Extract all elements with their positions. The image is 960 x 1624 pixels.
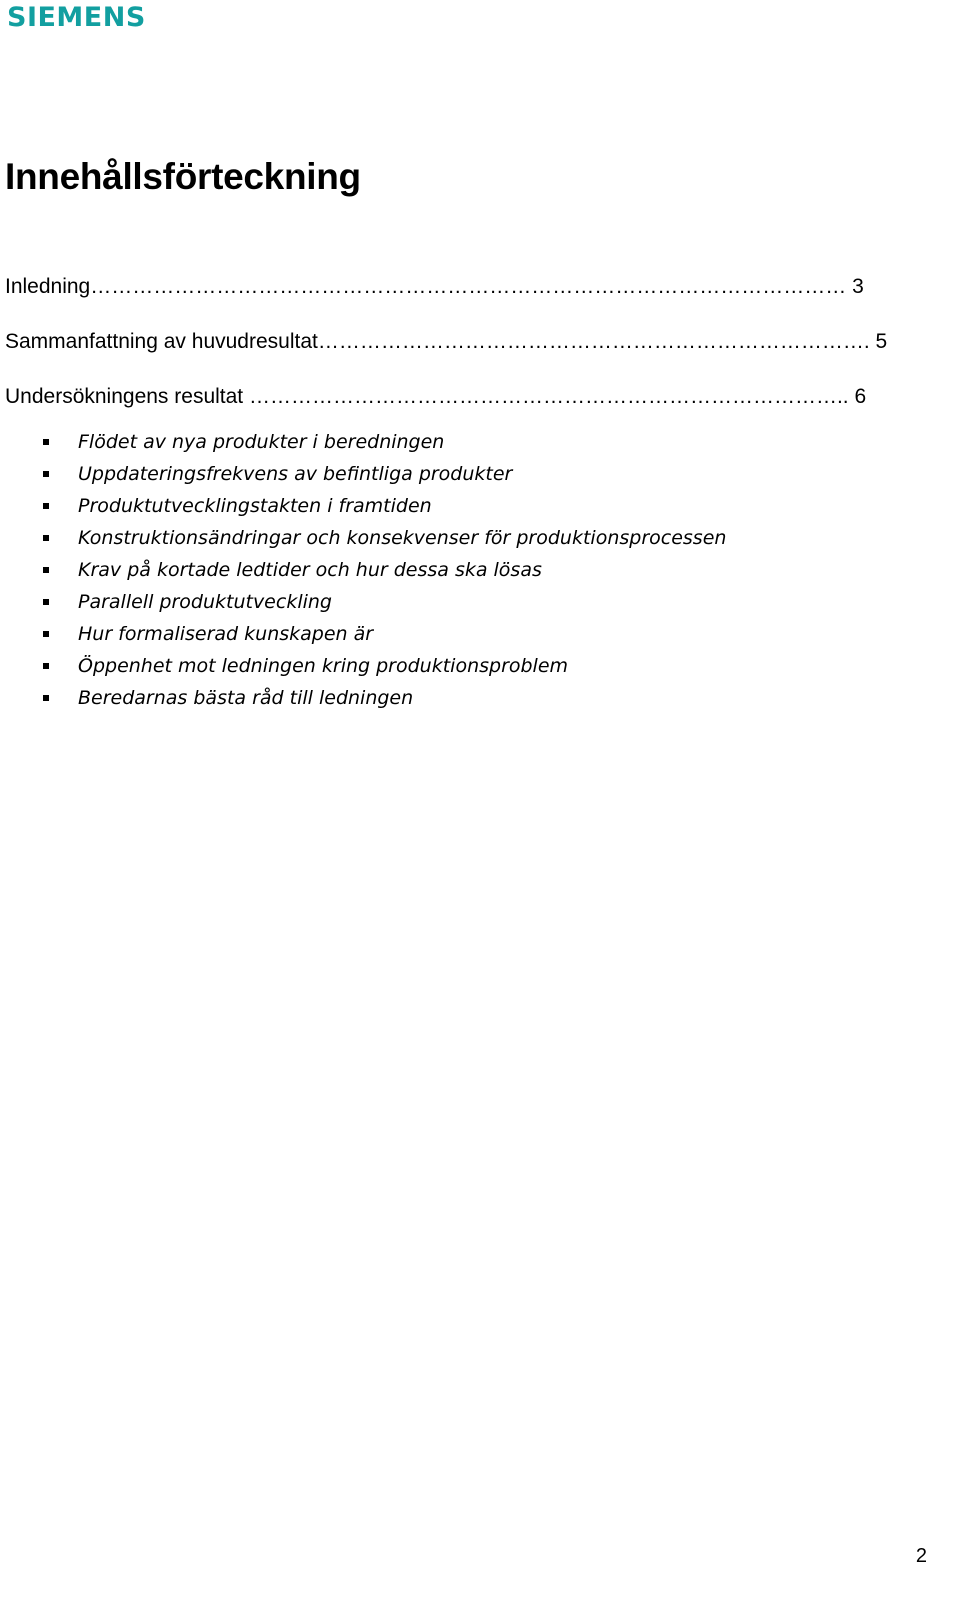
- toc-entry-undersokningens-resultat[interactable]: Undersökningens resultat ………………………………………………………………………….. 6: [5, 385, 867, 408]
- toc-entry-sammanfattning[interactable]: Sammanfattning av huvudresultat……………………………………………………………………. 5: [5, 330, 888, 353]
- siemens-logo: SIEMENS: [7, 2, 146, 33]
- subsection-label: Parallell produktutveckling: [78, 591, 332, 613]
- square-bullet-icon: [43, 663, 49, 669]
- square-bullet-icon: [43, 439, 49, 445]
- square-bullet-icon: [43, 631, 49, 637]
- subsection-label: Uppdateringsfrekvens av befintliga produkter: [78, 463, 513, 485]
- page-number: 2: [915, 1545, 927, 1567]
- square-bullet-icon: [43, 599, 49, 605]
- subsection-label: Produktutvecklingstakten i framtiden: [78, 495, 432, 517]
- subsection-label: Beredarnas bästa råd till ledningen: [78, 687, 414, 709]
- square-bullet-icon: [43, 695, 49, 701]
- subsection-label: Hur formaliserad kunskapen är: [78, 623, 374, 645]
- square-bullet-icon: [43, 567, 49, 573]
- subsection-label: Öppenhet mot ledningen kring produktionsproblem: [78, 655, 569, 677]
- square-bullet-icon: [43, 503, 49, 509]
- subsection-label: Krav på kortade ledtider och hur dessa ska lösas: [78, 559, 542, 581]
- square-bullet-icon: [43, 535, 49, 541]
- subsection-label: Konstruktionsändringar och konsekvenser för produktionsprocessen: [78, 527, 727, 549]
- page-title: Innehållsförteckning: [5, 156, 361, 197]
- subsection-label: Flödet av nya produkter i beredningen: [78, 431, 445, 453]
- toc-entry-inledning[interactable]: Inledning……………………………………………………………………………………………… 3: [5, 275, 864, 298]
- square-bullet-icon: [43, 471, 49, 477]
